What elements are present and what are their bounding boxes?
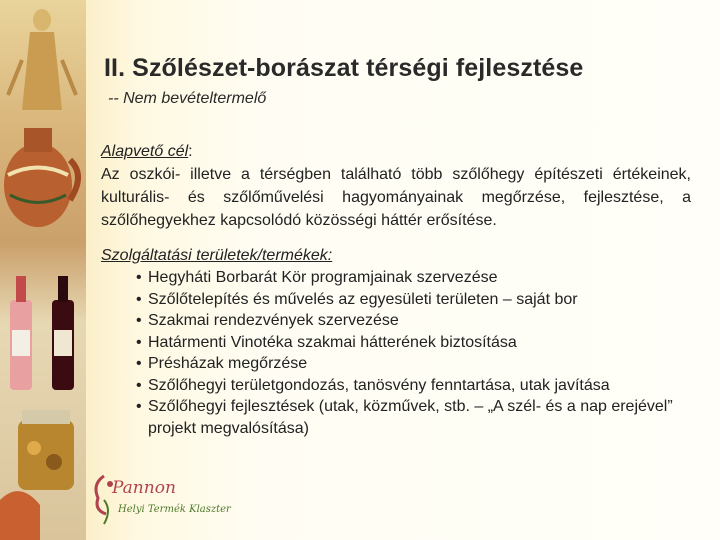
list-item: • Hegyháti Borbarát Kör programjainak szervezése bbox=[136, 267, 691, 289]
logo-tagline: Helyi Termék Klaszter bbox=[118, 504, 231, 515]
list-item: • Szőlőhegyi területgondozás, tanösvény fenntartása, utak javítása bbox=[136, 375, 691, 397]
list-item: • Szőlőtelepítés és művelés az egyesületi területen – saját bor bbox=[136, 289, 691, 311]
list-item: • Présházak megőrzése bbox=[136, 353, 691, 375]
pannon-logo bbox=[90, 470, 230, 530]
goal-text: Az oszkói- illetve a térségben található több szőlőhegy építészeti értékeinek, kulturális- és szőlőművelési hagyományainak megőrzése, fejlesztése, a szőlőhegyekhez kapcsolódó közösségi háttér erősítése. bbox=[101, 166, 691, 229]
list-item: • Szőlőhegyi fejlesztések (utak, közművek, stb. – „A szél- és a nap erejével” projekt megvalósítása) bbox=[136, 396, 691, 439]
services-section bbox=[101, 245, 691, 439]
services-list bbox=[101, 267, 691, 439]
decorative-photo-strip bbox=[0, 0, 86, 540]
page-subtitle: -- Nem bevételtermelő bbox=[108, 90, 267, 107]
goal-heading-colon: : bbox=[188, 143, 193, 160]
goal-heading-line bbox=[101, 140, 691, 163]
page-title: II. Szőlészet-borászat térségi fejlesztése bbox=[104, 54, 584, 82]
services-heading: Szolgáltatási területek/termékek: bbox=[101, 247, 333, 264]
list-item: • Szakmai rendezvények szervezése bbox=[136, 310, 691, 332]
goal-section bbox=[101, 140, 691, 232]
handicraft-products-image bbox=[0, 0, 86, 540]
logo-name: Pannon bbox=[112, 478, 176, 498]
goal-heading: Alapvető cél bbox=[101, 143, 189, 160]
list-item: • Határmenti Vinotéka szakmai hátterének biztosítása bbox=[136, 332, 691, 354]
